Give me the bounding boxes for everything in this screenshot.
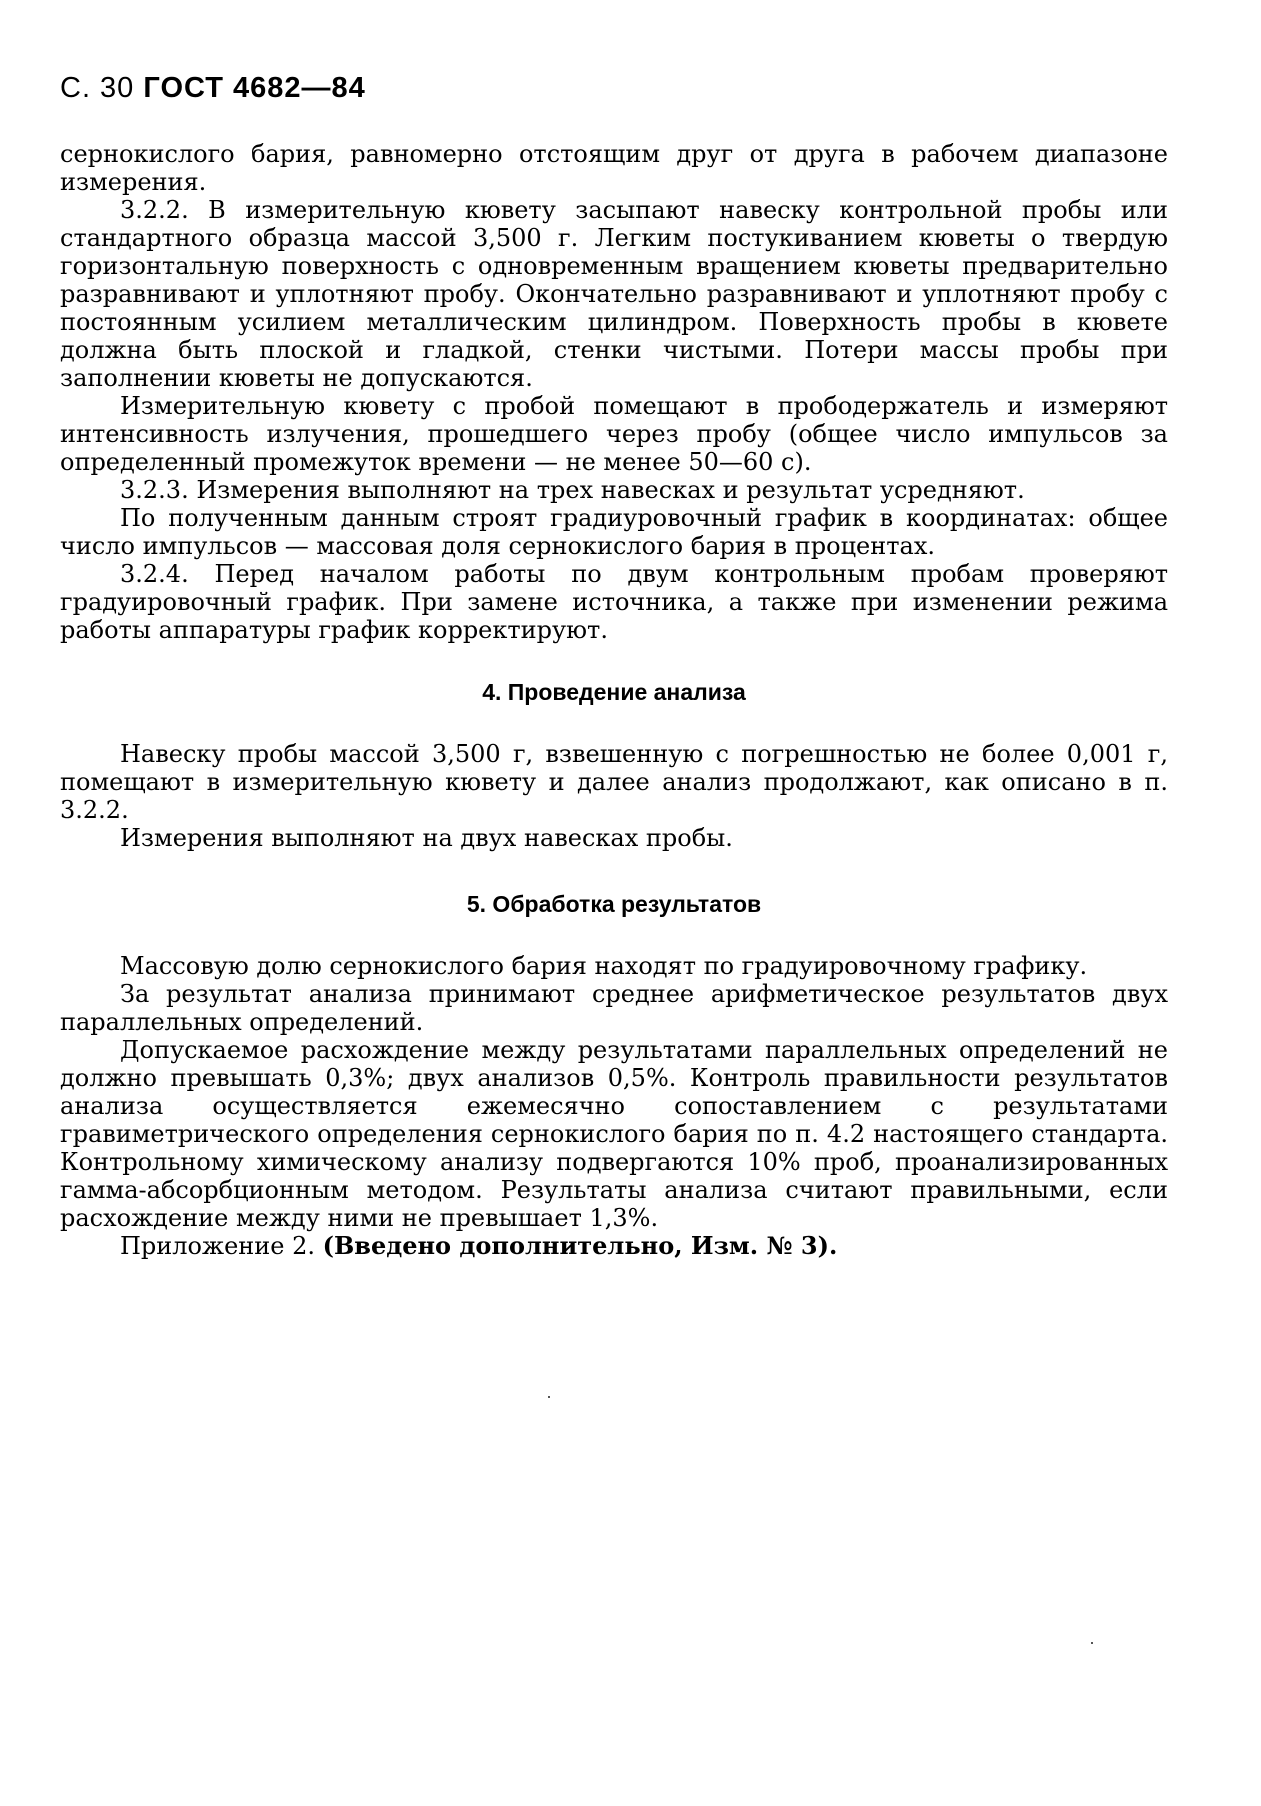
page-number: С. 30 <box>60 72 135 104</box>
appendix-note-paragraph <box>60 1232 1168 1260</box>
section-4-paragraph-1: Навеску пробы массой 3,500 г, взвешенную с погрешностью не более 0,001 г, помещают в измерительную кювету и далее анализ продолжают, как описано в п. 3.2.2. <box>60 740 1168 824</box>
section-4-paragraph-2: Измерения выполняют на двух навесках пробы. <box>120 824 733 852</box>
paragraph-3-2-3: 3.2.3. Измерения выполняют на трех навесках и результат усредняют. <box>120 476 1025 504</box>
amendment-note: (Введено дополнительно, Изм. № 3). <box>322 1231 838 1260</box>
body-text <box>60 140 1168 1260</box>
paragraph-3-2-2: 3.2.2. В измерительную кювету засыпают навеску контрольной пробы или стандартного образца массой 3,500 г. Легким постукиванием кюветы о твердую горизонтальную поверхность с одновременным вращением кюветы предварительно разравнивают и уплотняют пробу. Окончательно разравнивают и уплотняют пробу с постоянным усилием металлическим цилиндром. Поверхность пробы в кювете должна быть плоской и гладкой, стенки чистыми. Потери массы пробы при заполнении кюветы не допускаются. <box>60 196 1168 392</box>
paragraph-3-2-4: 3.2.4. Перед началом работы по двум контрольным пробам проверяют градуировочный график. При замене источника, а также при изменении режима работы аппаратуры график корректируют. <box>60 560 1168 644</box>
section-5-paragraph-2: За результат анализа принимают среднее арифметическое результатов двух параллельных определений. <box>60 980 1168 1036</box>
standard-designation: ГОСТ 4682—84 <box>143 72 366 104</box>
page-header <box>60 72 366 105</box>
section-5-title: 5. Обработка результатов <box>466 891 762 917</box>
paragraph-continued: сернокислого бария, равномерно отстоящим друг от друга в рабочем диапазоне измерения. <box>60 140 1168 196</box>
scan-speck <box>1091 1642 1093 1644</box>
section-4-title: 4. Проведение анализа <box>482 679 746 705</box>
paragraph-calibration-graph: По полученным данным строят градиуровочный график в координатах: общее число импульсов — массовая доля сернокислого бария в процентах. <box>60 504 1168 560</box>
paragraph-measurement: Измерительную кювету с пробой помещают в прободержатель и измеряют интенсивность излучения, прошедшего через пробу (общее число импульсов за определенный промежуток времени — не менее 50—60 с). <box>60 392 1168 476</box>
scan-speck <box>548 1396 550 1398</box>
section-5-paragraph-3: Допускаемое расхождение между результатами параллельных определений не должно превышать 0,3%; двух анализов 0,5%. Контроль правильности результатов анализа осуществляется ежемесячно сопоставлением с результатами гравиметрического определения сернокислого бария по п. 4.2 настоящего стандарта. Контрольному химическому анализу подвергаются 10% проб, проанализированных гамма-абсорбционным методом. Результаты анализа считают правильными, если расхождение между ними не превышает 1,3%. <box>60 1036 1168 1232</box>
appendix-prefix: Приложение 2. <box>120 1232 323 1260</box>
section-5-paragraph-1: Массовую долю сернокислого бария находят по градуировочному графику. <box>120 952 1088 980</box>
